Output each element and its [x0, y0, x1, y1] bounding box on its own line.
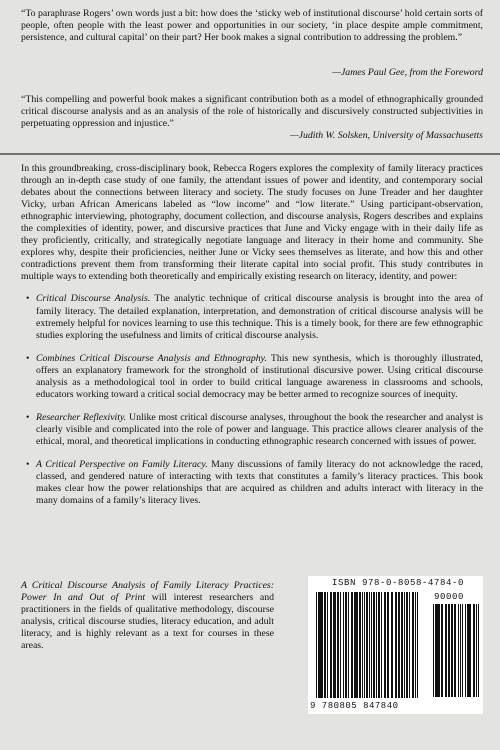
feature-list — [21, 293, 483, 507]
barcode-bar — [469, 604, 470, 697]
barcode-bar — [366, 592, 367, 698]
closing-paragraph — [21, 580, 274, 653]
barcode-bar — [449, 604, 450, 697]
description-paragraph: In this groundbreaking, cross-disciplinary book, Rebecca Rogers explores the complexity of family literacy practices through an in-depth case study of one family, the attendant issues of power and identity, and contemporary social debates about the connections between literacy and society. The study focuses on June Treader and her daughter Vicky, urban African Americans labeled as “low income” and “low literate.” Using participant-observation, ethnographic interviewing, photography, document collection, and discourse analysis, Rogers describes and explains the complexities of identity, power, and discursive practices that June and Vicky engage with in their daily life as they proficiently, critically, and strategically negotiate language and literacy in their home and community. She explores why, despite their proficiencies, neither June or Vicky sees themselves as literate, and how this and other contradictions prevent them from transforming their literate capital into social profit. This study contributes in multiple ways to extending both theoretically and empirically existing research on literacy, identity, and power: — [21, 163, 483, 283]
barcode-bar — [321, 592, 322, 698]
endorsement-attribution-2: —Judith W. Solsken, University of Massachusetts — [289, 130, 483, 141]
barcode-bar — [415, 592, 416, 698]
bullet-icon: • — [26, 458, 30, 470]
barcode-bar — [470, 604, 471, 697]
barcode-bar — [376, 592, 377, 698]
book-description — [21, 163, 483, 518]
barcode-bar — [381, 592, 382, 698]
barcode-bar — [458, 604, 459, 697]
barcode-bar — [404, 592, 405, 698]
barcode-bar — [452, 604, 453, 697]
barcode-bar — [360, 592, 361, 698]
feature-body: Unlike most critical discourse analyses, throughout the book the researcher and analyst is clearly visible and complicated into the role of power and language. This practice allows clearer analysis of the ethical, moral, and theoretical implications in conducting ethnographic research concerned with issues of power. — [36, 411, 483, 447]
feature-title: Researcher Reflexivity. — [36, 411, 127, 423]
barcode-bar — [406, 592, 407, 698]
feature-item — [21, 412, 483, 448]
barcode-bar — [325, 592, 326, 698]
barcode-bar — [319, 592, 320, 698]
feature-title: A Critical Perspective on Family Literacy. — [36, 458, 208, 470]
barcode-bar — [333, 592, 334, 698]
barcode-bar — [433, 604, 434, 697]
barcode-bar — [402, 592, 403, 698]
barcode-bar — [335, 592, 336, 698]
isbn-barcode — [308, 576, 483, 714]
barcode-bar — [324, 592, 325, 698]
feature-title: Critical Discourse Analysis. — [36, 293, 151, 305]
barcode-bar — [478, 604, 479, 697]
barcode-bar — [435, 604, 436, 697]
barcode-bar — [320, 592, 321, 698]
endorsement-attribution-1: —James Paul Gee, from the Foreword — [332, 67, 483, 78]
barcode-bar — [468, 604, 469, 697]
barcode-bar — [409, 592, 410, 698]
price-code: 90000 — [434, 592, 465, 602]
barcode-bar — [346, 592, 347, 698]
book-title: A Critical Discourse Analysis of Family Literacy Practices: Power In and Out of Print — [21, 579, 274, 603]
barcode-bar — [327, 592, 328, 698]
feature-body: This new synthesis, which is thoroughly illustrated, offers an explanatory framework for the stronghold of institutional discursive power. Using critical discourse analysis as a methodological tool in order to build critical language awareness in classrooms and schools, educators working toward a critical social democracy may be better armed to recognize sources of inequity. — [36, 352, 483, 400]
bullet-icon: • — [26, 352, 30, 364]
barcode-bar — [399, 592, 400, 698]
barcode-bar — [352, 592, 353, 698]
closing-body: will interest researchers and practitioners in the fields of qualitative methodology, discourse analysis, critical discourse studies, literacy education, and adult literacy, and is highly relevant as a text for courses in these areas. — [21, 591, 274, 652]
barcode-bar — [413, 592, 414, 698]
barcode-bar — [388, 592, 389, 698]
barcode-bar — [446, 604, 447, 697]
barcode-bar — [396, 592, 397, 698]
barcode-bar — [340, 592, 341, 698]
barcode-bar — [334, 592, 335, 698]
barcode-bar — [467, 604, 468, 697]
barcode-bar — [362, 592, 363, 698]
barcode-bar — [438, 604, 439, 697]
barcode-bar — [474, 604, 475, 697]
barcode-bar — [441, 604, 442, 697]
feature-body: Many discussions of family literacy do not acknowledge the raced, classed, and gendered nature of interacting with texts that constitutes a family’s literacy practices. This book makes clear how the power relationships that are acquired as children and adults interact with literacy in the many domains of a family’s literacy lives. — [36, 458, 483, 507]
barcode-bar — [356, 592, 357, 698]
feature-item — [21, 293, 483, 341]
barcode-bar — [367, 592, 368, 698]
ean-digits: 9 780805 847840 — [310, 701, 399, 711]
barcode-bar — [385, 592, 386, 698]
feature-item — [21, 459, 483, 507]
barcode-bar — [378, 592, 379, 698]
barcode-bar — [384, 592, 385, 698]
barcode-bar — [330, 592, 331, 698]
barcode-bar — [338, 592, 339, 698]
barcode-bar — [351, 592, 352, 698]
ean-barcode-icon — [316, 592, 429, 700]
barcode-bar — [473, 604, 474, 697]
barcode-bar — [462, 604, 463, 697]
addon-barcode-icon — [433, 604, 481, 699]
barcode-bar — [460, 604, 461, 697]
barcode-bar — [448, 604, 449, 697]
barcode-bar — [454, 604, 455, 697]
feature-item — [21, 353, 483, 401]
barcode-bar — [417, 592, 418, 698]
endorsement-quote-1: “To paraphrase Rogers’ own words just a bit: how does the ‘sticky web of institutional discourse’ hold certain sorts of people, often people with the least power and opportunities in our society, ‘in place despite ample commitment, persistence, and cultural capital’ on their part? Her book makes a signal contribution to addressing the problem.” — [21, 8, 483, 44]
barcode-bar — [355, 592, 356, 698]
barcode-bar — [476, 604, 477, 697]
barcode-bar — [445, 604, 446, 697]
barcode-bar — [398, 592, 399, 698]
divider-rule — [0, 153, 500, 155]
barcode-bar — [465, 604, 466, 697]
barcode-bar — [345, 592, 346, 698]
barcode-bar — [337, 592, 338, 698]
barcode-bar — [436, 604, 437, 697]
barcode-bar — [437, 604, 438, 697]
barcode-bar — [401, 592, 402, 698]
barcode-bar — [318, 592, 319, 698]
barcode-bar — [392, 592, 393, 698]
isbn-label: ISBN 978-0-8058-4784-0 — [332, 578, 465, 588]
barcode-bar — [451, 604, 452, 697]
barcode-bar — [412, 592, 413, 698]
endorsement-quote-2: “This compelling and powerful book makes a significant contribution both as a model of ethnographically grounded critical discourse analysis and as an analysis of the role of historically and discursively constructed subjectivities in perpetuating oppression and injustice.” — [21, 94, 483, 130]
barcode-bar — [407, 592, 408, 698]
barcode-bar — [391, 592, 392, 698]
barcode-bar — [359, 592, 360, 698]
barcode-bar — [455, 604, 456, 697]
barcode-bar — [348, 592, 349, 698]
barcode-bar — [373, 592, 374, 698]
barcode-bar — [395, 592, 396, 698]
bullet-icon: • — [26, 411, 30, 423]
feature-body: The analytic technique of critical discourse analysis is brought into the area of family literacy. The detailed explanation, interpretation, and demonstration of critical discourse analysis will be extremely helpful for novices learning to use this technique. This is a timely book, for there are few ethnographic studies exploring the usefulness and limits of critical discourse analysis. — [36, 293, 483, 341]
barcode-bar — [379, 592, 380, 698]
barcode-bar — [387, 592, 388, 698]
feature-title: Combines Critical Discourse Analysis and Ethnography. — [36, 352, 267, 364]
barcode-bar — [442, 604, 443, 697]
barcode-bar — [357, 592, 358, 698]
barcode-bar — [371, 592, 372, 698]
barcode-bar — [369, 592, 370, 698]
barcode-bar — [331, 592, 332, 698]
barcode-bar — [316, 592, 317, 698]
barcode-bar — [439, 604, 440, 697]
barcode-bar — [343, 592, 344, 698]
barcode-bar — [364, 592, 365, 698]
barcode-bar — [354, 592, 355, 698]
bullet-icon: • — [26, 293, 30, 305]
barcode-bar — [374, 592, 375, 698]
barcode-bar — [322, 592, 323, 698]
